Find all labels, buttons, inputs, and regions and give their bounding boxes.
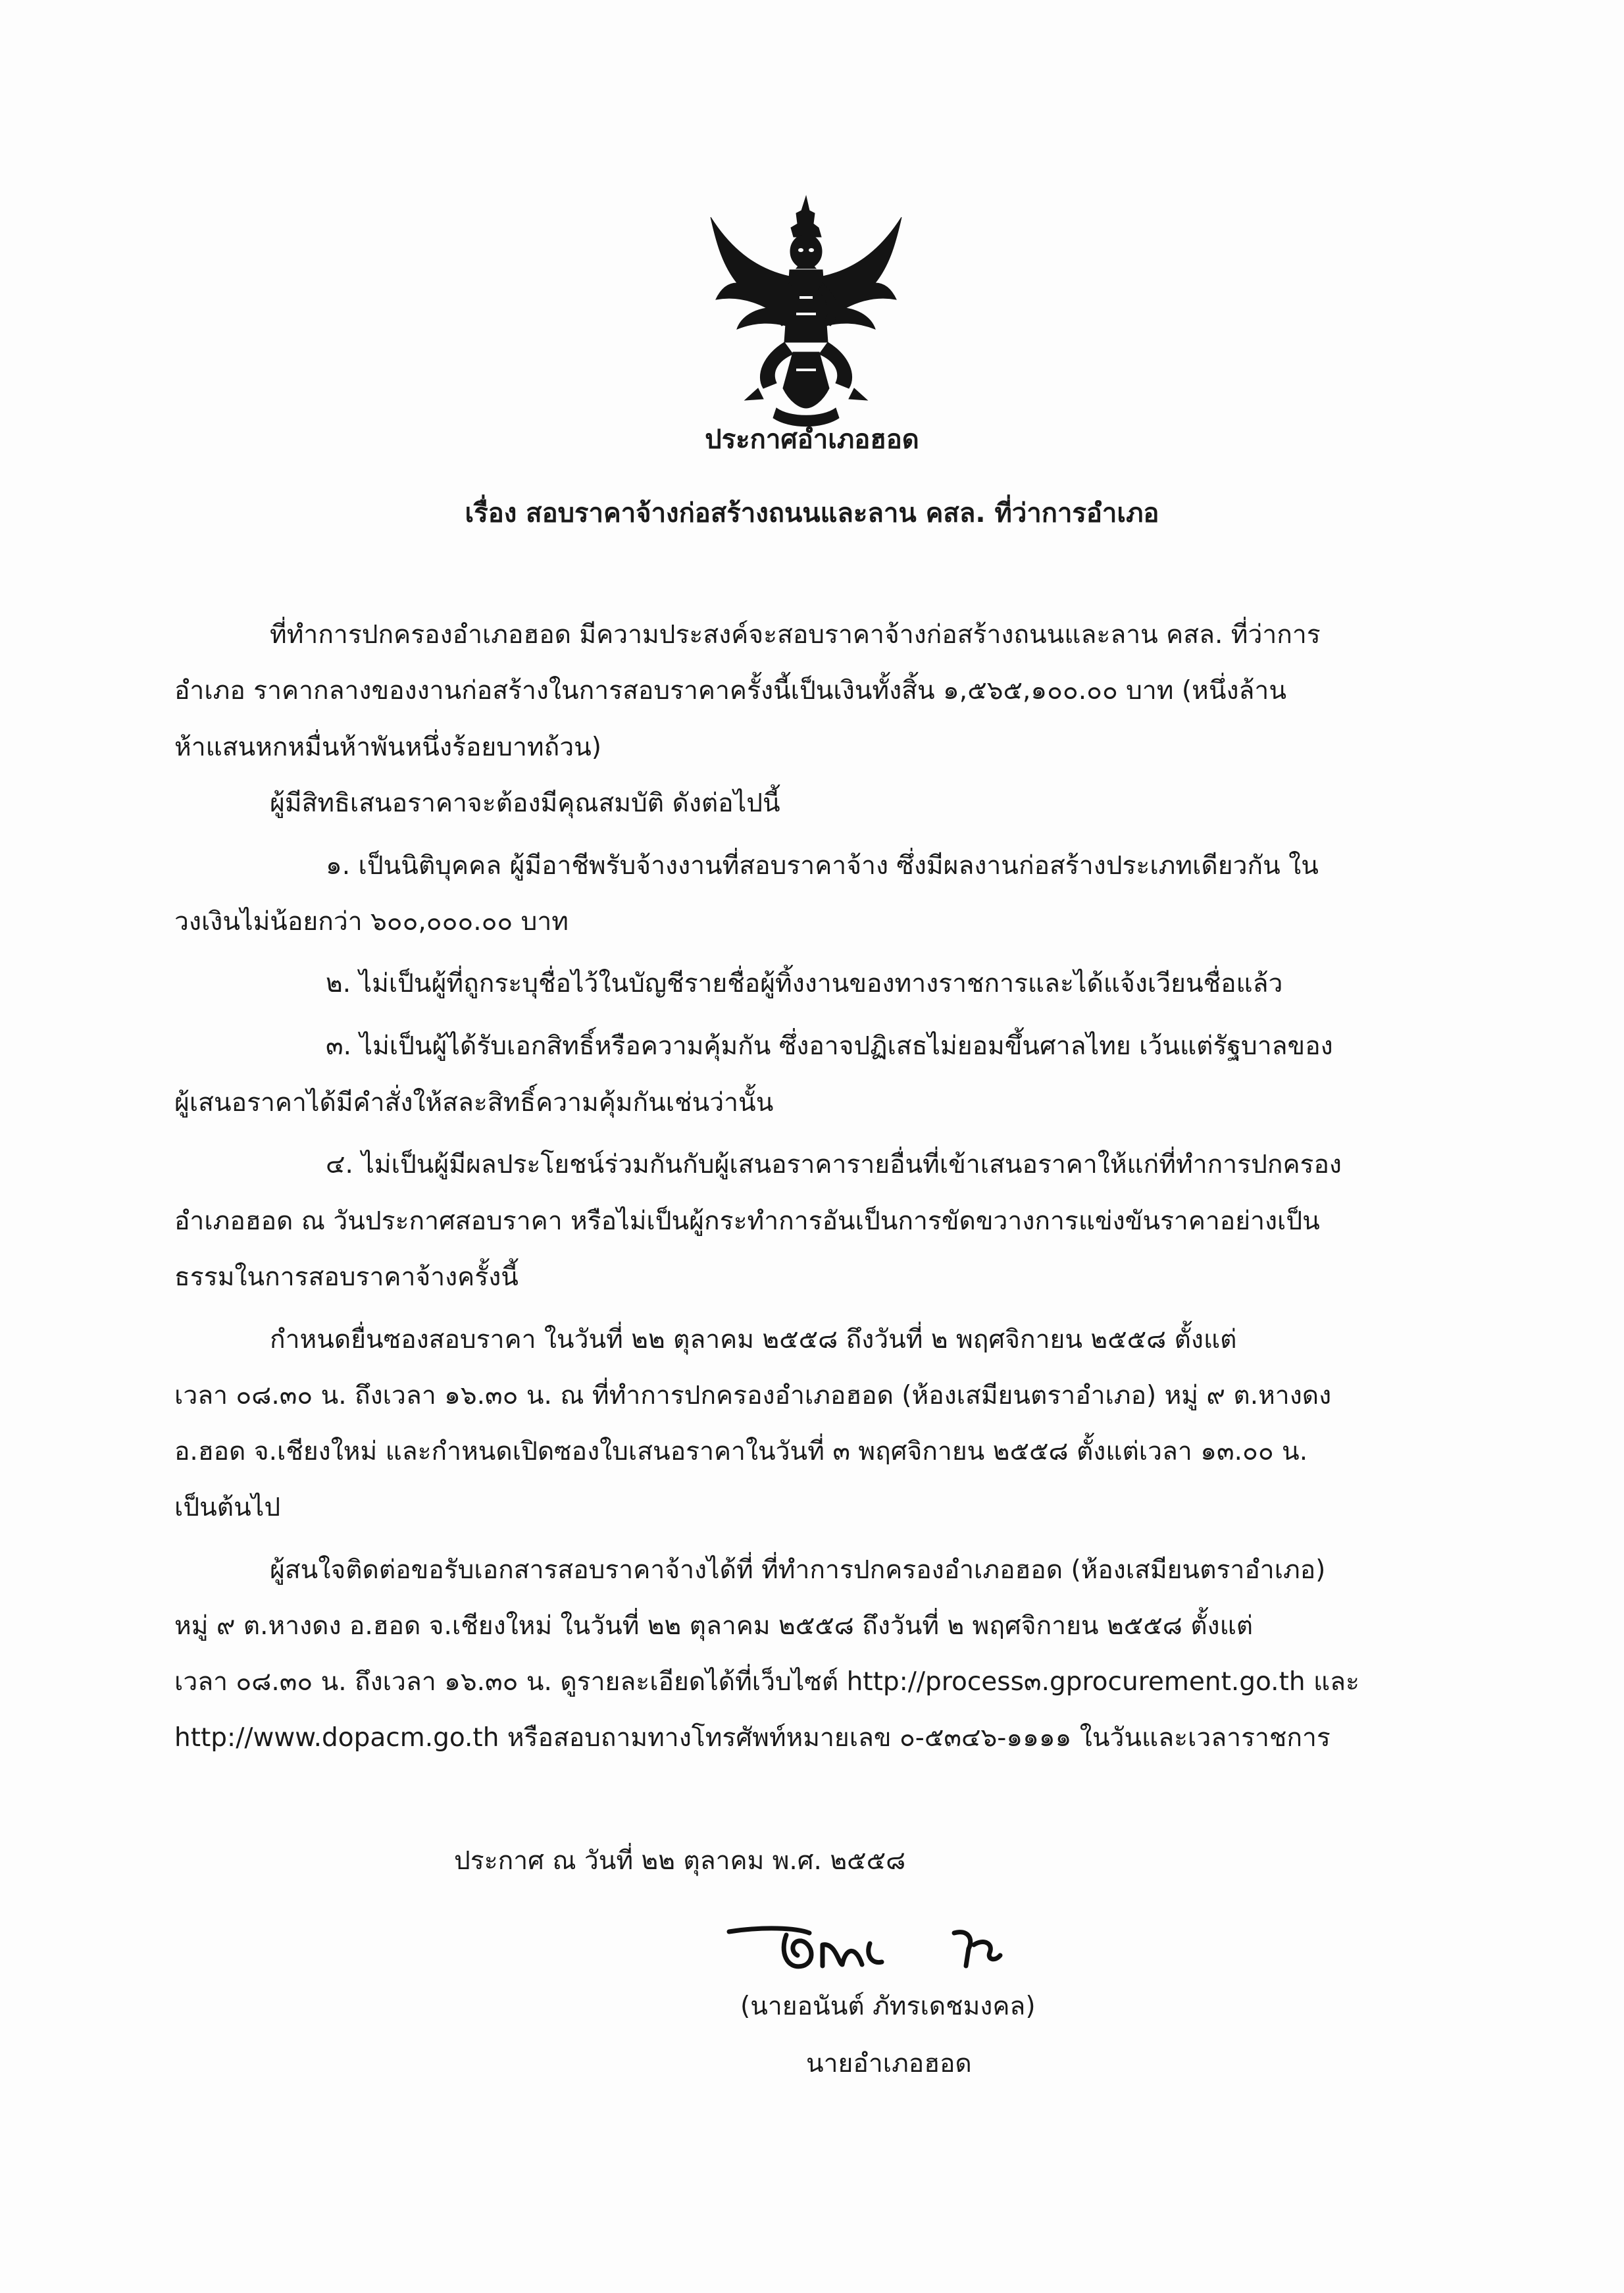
announcement-title: ประกาศอำเภอฮอด [705,425,919,455]
contact-line: http://www.dopacm.go.th หรือสอบถามทางโทรศัพท์หมายเลข ๐-๕๓๔๖-๑๑๑๑ ในวันและเวลาราชการ [174,1723,1331,1753]
handwritten-signature [724,1919,1027,1978]
qualification-item: ๑. เป็นนิติบุคคล ผู้มีอาชีพรับจ้างงานที่สอบราคาจ้าง ซึ่งมีผลงานก่อสร้างประเภทเดียวกัน ใน [326,851,1319,881]
qualification-item-continued: วงเงินไม่น้อยกว่า ๖๐๐,๐๐๐.๐๐ บาท [174,907,569,937]
schedule-line: กำหนดยื่นซองสอบราคา ในวันที่ ๒๒ ตุลาคม ๒๕๕๘ ถึงวันที่ ๒ พฤศจิกายน ๒๕๕๘ ตั้งแต่ [270,1325,1237,1354]
qualification-item-continued: ผู้เสนอราคาได้มีคำสั่งให้สละสิทธิ์ความคุ้มกันเช่นว่านั้น [174,1088,774,1118]
schedule-line: อ.ฮอด จ.เชียงใหม่ และกำหนดเปิดซองใบเสนอราคาในวันที่ ๓ พฤศจิกายน ๒๕๕๘ ตั้งแต่เวลา ๑๓.๐๐ น. [174,1437,1308,1466]
qualification-item: ๓. ไม่เป็นผู้ได้รับเอกสิทธิ์หรือความคุ้มกัน ซึ่งอาจปฏิเสธไม่ยอมขึ้นศาลไทย เว้นแต่รัฐบาลของ [326,1031,1333,1061]
garuda-emblem-icon [698,191,915,434]
announcement-date: ประกาศ ณ วันที่ ๒๒ ตุลาคม พ.ศ. ๒๕๕๘ [454,1846,906,1876]
contact-line: ผู้สนใจติดต่อขอรับเอกสารสอบราคาจ้างได้ที่ ที่ทำการปกครองอำเภอฮอด (ห้องเสมียนตราอำเภอ) [270,1555,1326,1585]
intro-line: อำเภอ ราคากลางของงานก่อสร้างในการสอบราคาครั้งนี้เป็นเงินทั้งสิ้น ๑,๕๖๕,๑๐๐.๐๐ บาท (หนึ่งล้าน [174,676,1286,706]
signatory-position: นายอำเภอฮอด [806,2049,972,2078]
qualification-item: ๒. ไม่เป็นผู้ที่ถูกระบุชื่อไว้ในบัญชีรายชื่อผู้ทิ้งงานของทางราชการและได้แจ้งเวียนชื่อแล้ว [326,969,1283,998]
announcement-subject: เรื่อง สอบราคาจ้างก่อสร้างถนนและลาน คสล. ที่ว่าการอำเภอ [465,498,1159,528]
schedule-line: เป็นต้นไป [174,1493,281,1522]
contact-line: หมู่ ๙ ต.หางดง อ.ฮอด จ.เชียงใหม่ ในวันที่ ๒๒ ตุลาคม ๒๕๕๘ ถึงวันที่ ๒ พฤศจิกายน ๒๕๕๘ ตั้งแต่ [174,1611,1254,1641]
qualifications-intro: ผู้มีสิทธิเสนอราคาจะต้องมีคุณสมบัติ ดังต่อไปนี้ [270,788,780,818]
intro-line: ที่ทำการปกครองอำเภอฮอด มีความประสงค์จะสอบราคาจ้างก่อสร้างถนนและลาน คสล. ที่ว่าการ [270,620,1321,650]
qualification-item-continued: อำเภอฮอด ณ วันประกาศสอบราคา หรือไม่เป็นผู้กระทำการอันเป็นการขัดขวางการแข่งขันราคาอย่างเป็น [174,1206,1320,1236]
schedule-line: เวลา ๐๘.๓๐ น. ถึงเวลา ๑๖.๓๐ น. ณ ที่ทำการปกครองอำเภอฮอด (ห้องเสมียนตราอำเภอ) หมู่ ๙ ต.หางดง [174,1381,1332,1410]
qualification-item: ๔. ไม่เป็นผู้มีผลประโยชน์ร่วมกันกับผู้เสนอราคารายอื่นที่เข้าเสนอราคาให้แก่ที่ทำการปกครอง [326,1150,1342,1179]
contact-line: เวลา ๐๘.๓๐ น. ถึงเวลา ๑๖.๓๐ น. ดูรายละเอียดได้ที่เว็บไซต์ http://process๓.gprocurement.go.th และ [174,1667,1359,1697]
qualification-item-continued: ธรรมในการสอบราคาจ้างครั้งนี้ [174,1262,519,1292]
intro-line: ห้าแสนหกหมื่นห้าพันหนึ่งร้อยบาทถ้วน) [174,733,601,762]
signatory-name: (นายอนันต์ ภัทรเดชมงคล) [740,1992,1036,2021]
